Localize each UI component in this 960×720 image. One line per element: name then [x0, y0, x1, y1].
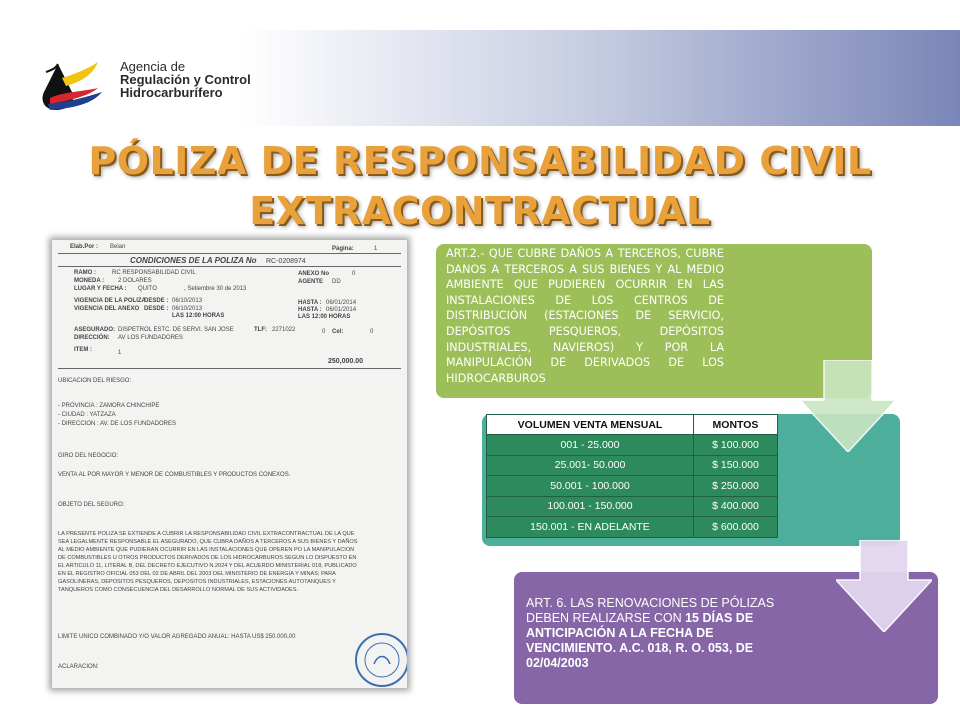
- doc-lugar-label: LUGAR Y FECHA :: [74, 286, 127, 292]
- table-row: [487, 496, 778, 517]
- volume-cell: 001 - 25.000: [487, 435, 694, 456]
- agency-line-2: Regulación y Control: [120, 72, 251, 87]
- column-header-volume: VOLUMEN VENTA MENSUAL: [487, 415, 694, 435]
- table-row: [487, 476, 778, 497]
- volume-cell: 100.001 - 150.000: [487, 496, 694, 517]
- down-arrow-icon: [836, 540, 932, 632]
- volume-cell: 25.001- 50.000: [487, 455, 694, 476]
- doc-moneda-value: 2 DOLARES: [118, 278, 152, 284]
- article-2-text: ART.2.- QUE CUBRE DAÑOS A TERCEROS, CUBRE DANOS A TERCEROS A SUS BIENES Y AL MEDIO AMBIENTE QUE PUDIEREN OCURRIR EN LAS INSTALACIONES DE LOS CENTROS DE DISTRIBUCIÓN (ESTACIONES DE SERVICIO, DEPÓSITOS PESQUEROS, DEPÓSITOS INDUSTRIALES, NAVIEROS) Y POR LA MANIPULACIÓN DE DERIVADOS DE LOS HIDROCARBUROS: [446, 247, 724, 385]
- doc-giro-label: GIRO DEL NEGOCIO:: [58, 453, 119, 459]
- doc-elab-label: Elab.Por :: [70, 244, 99, 250]
- doc-horas-value: LAS 12:00 HORAS: [172, 313, 225, 319]
- doc-tlf-value: 2271022: [272, 327, 296, 333]
- doc-giro-value: VENTA AL POR MAYOR Y MENOR DE COMBUSTIBLES Y PRODUCTOS CONEXOS.: [58, 472, 291, 478]
- doc-ubicacion-label: UBICACION DEL RIESGO:: [58, 378, 132, 384]
- doc-direccion2: - DIRECCION : AV. DE LOS FUNDADORES: [58, 421, 177, 427]
- doc-objeto-text: LA PRESENTE POLIZA SE EXTIENDE A CUBRIR LA RESPONSABILIDAD CIVIL EXTRACONTRACTUAL DE LA QUE SEA LEGALMENTE RESPONSABLE EL ASEGURADO, QUE CUBRA DAÑOS A TERCEROS A SUS BIENES Y DAÑOS AL MEDIO AMBIENTE QUE PUDIERAN OCURRIR EN LAS INSTALACIONES QUE OPEREN PO LA MANIPULACION DE COMBUSTIBLES U OTROS PRODUCTOS DERIVADOS DE LOS HIDROCARBUROS SEGUN LO DISPUESTO EN EL ARTICULO 11, LITERAL B, DEL DECRETO EJECUTIVO N.2024 Y DEL ACUERDO MINISTERIAL 018, PUBLICADO EN EL REGISTRO OFICIAL 053 DEL 02 DE ABRIL DEL 2003 DEL MINISTERIO DE ENERGIA Y MINAS; PARA GASOLINERAS, DEPOSITOS PESQUEROS, DEPOSITOS INDUSTRIALES, ESTACIONES AUTOTANQUES Y TANQUEROS COMO CONSECUENCIA DEL DESARROLLO NORMAL DE SUS ACTIVIDADES.: [58, 531, 358, 593]
- policy-document-scan: [52, 240, 407, 688]
- doc-asegurado-value: DISPETROL ESTC. DE SERVI. SAN JOSE: [118, 327, 234, 333]
- doc-vig-anexo-label: VIGENCIA DEL ANEXO: [74, 306, 140, 312]
- article-6-lead: ART. 6. LAS RENOVACIONES DE PÓLIZAS DEBEN REALIZARSE CON: [526, 596, 775, 625]
- table-row: [487, 517, 778, 538]
- amount-cell: $ 400.000: [694, 496, 778, 517]
- amount-cell: $ 250.000: [694, 476, 778, 497]
- amount-cell: $ 600.000: [694, 517, 778, 538]
- doc-hasta-label: HASTA :: [298, 300, 322, 306]
- doc-limite: LIMITE UNICO COMBINADO Y/O VALOR AGREGADO ANUAL: HASTA US$ 250.000,00: [58, 634, 296, 640]
- doc-tlf-label: TLF:: [254, 327, 267, 333]
- agency-name: [120, 60, 251, 99]
- doc-divider: [58, 368, 401, 369]
- doc-objeto-label: OBJETO DEL SEGURO:: [58, 502, 125, 508]
- doc-lugar-value: QUITO: [138, 286, 157, 292]
- article-6-bold: 15 DÍAS DE ANTICIPACIÓN A LA FECHA DE VENCIMIENTO. A.C. 018, R. O. 053, DE 02/04/2003: [526, 611, 754, 670]
- doc-asegurado-label: ASEGURADO:: [74, 327, 116, 333]
- doc-item-value: 1: [118, 350, 122, 356]
- doc-ciudad: - CIUDAD : YATZAZA: [58, 412, 116, 418]
- down-arrow-icon: [800, 360, 896, 452]
- volume-amount-table: [486, 414, 778, 538]
- doc-fecha-value: , Setiembre 30 de 2013: [184, 286, 247, 292]
- doc-direccion-value: AV LOS FUNDADORES: [118, 335, 183, 341]
- amount-cell: $ 150.000: [694, 455, 778, 476]
- doc-cel-value: 0: [370, 329, 374, 335]
- doc-ramo-label: RAMO :: [74, 270, 96, 276]
- doc-item-label: ITEM :: [74, 347, 92, 353]
- doc-divider: [58, 266, 401, 267]
- doc-desde-label: DESDE :: [144, 306, 169, 312]
- volume-cell: 50.001 - 100.000: [487, 476, 694, 497]
- doc-direccion-label: DIRECCIÓN:: [74, 335, 110, 341]
- doc-hasta-label: HASTA :: [298, 307, 322, 313]
- doc-desde-value: 06/10/2013: [172, 306, 203, 312]
- doc-elab-value: Belan: [110, 244, 126, 250]
- doc-hasta-value: 06/01/2014: [326, 307, 357, 313]
- doc-monto: 250,000.00: [328, 358, 364, 365]
- doc-anexo-label: ANEXO No: [298, 271, 330, 277]
- doc-vig-poliza-label: VIGENCIA DE LA POLIZA: [74, 298, 146, 304]
- doc-moneda-label: MONEDA :: [74, 278, 105, 284]
- agency-line-3: Hidrocarburífero: [120, 85, 223, 100]
- doc-horas-value: LAS 12:00 HORAS: [298, 314, 351, 320]
- doc-tlf-ext: 0: [322, 329, 326, 335]
- doc-provincia: - PROVINCIA : ZAMORA CHINCHIPE: [58, 403, 160, 409]
- doc-conditions-title: CONDICIONES DE LA POLIZA No: [130, 256, 257, 265]
- doc-divider: [58, 253, 401, 254]
- amount-cell: $ 100.000: [694, 435, 778, 456]
- doc-cel-label: Cel:: [332, 329, 344, 335]
- official-seal-icon: [352, 630, 407, 688]
- agency-line-1: Agencia de: [120, 59, 186, 74]
- article-6-text: [526, 596, 786, 671]
- title-line-1: PÓLIZA DE RESPONSABILIDAD CIVIL: [88, 139, 872, 183]
- doc-anexo-value: 0: [352, 271, 356, 277]
- column-header-amount: MONTOS: [694, 415, 778, 435]
- oil-drop-logo-icon: [36, 48, 106, 114]
- doc-hasta-value: 06/01/2014: [326, 300, 357, 306]
- volume-cell: 150.001 - EN ADELANTE: [487, 517, 694, 538]
- doc-agente-label: AGENTE: [298, 279, 324, 285]
- doc-pagina-label: Página:: [332, 246, 354, 252]
- title-line-2: EXTRACONTRACTUAL: [249, 189, 711, 233]
- doc-ramo-value: RC RESPONSABILIDAD CIVIL: [112, 270, 196, 276]
- table-header-row: [487, 415, 778, 435]
- doc-desde-label: DESDE :: [144, 298, 169, 304]
- table-row: [487, 455, 778, 476]
- table-row: [487, 435, 778, 456]
- doc-aclaracion-label: ACLARACION:: [58, 664, 99, 670]
- doc-desde-value: 06/10/2013: [172, 298, 203, 304]
- doc-agente-value: DD: [332, 279, 341, 285]
- page-title: [60, 136, 900, 236]
- doc-policy-number: RC-0208974: [266, 258, 306, 265]
- doc-pagina-value: 1: [374, 246, 378, 252]
